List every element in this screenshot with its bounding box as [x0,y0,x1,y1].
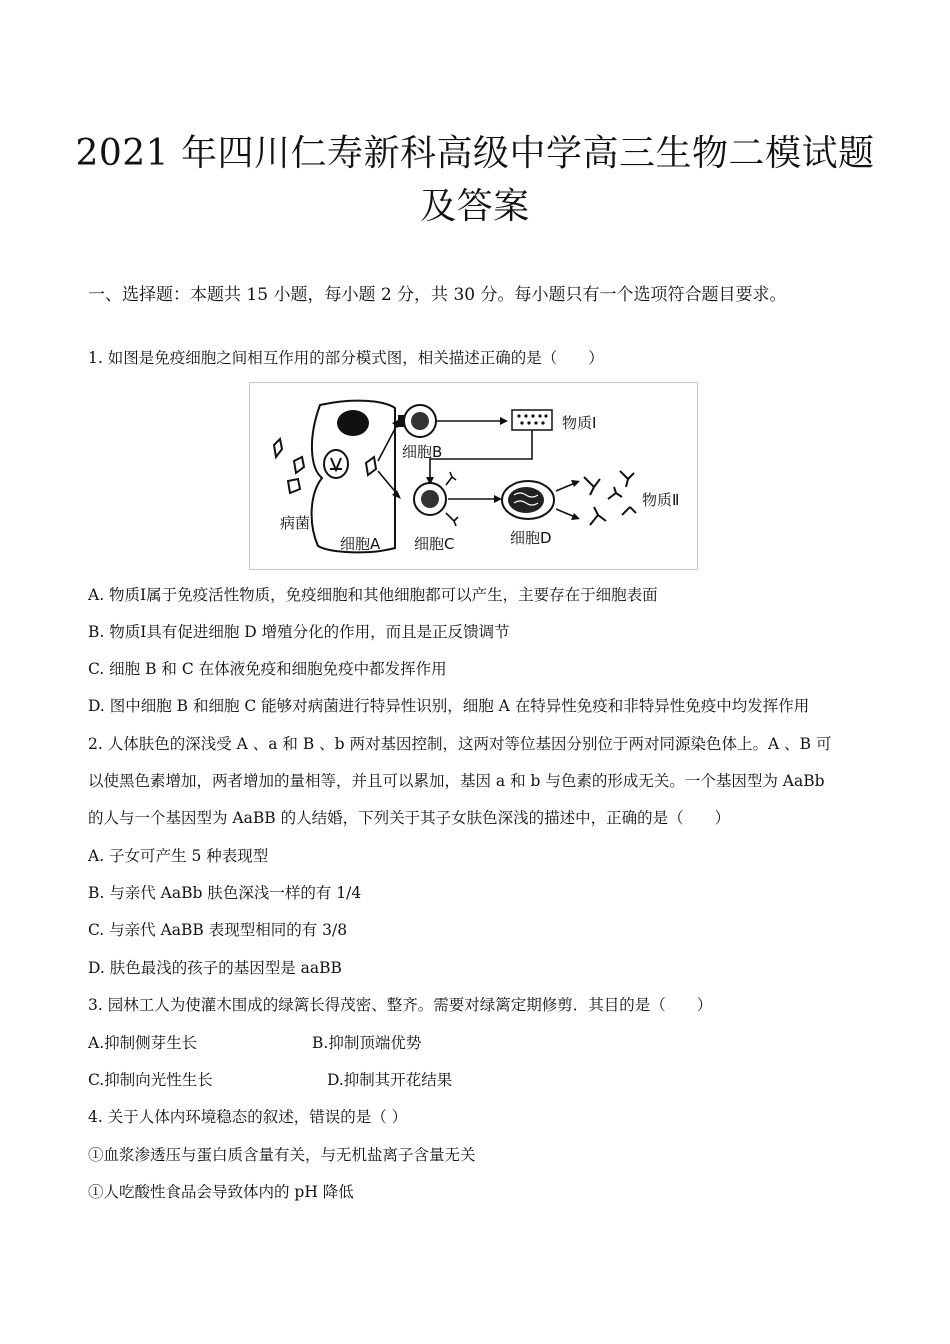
antibody-shapes [584,471,636,525]
q1-option-c: C. 细胞 B 和 C 在体液免疫和细胞免疫中都发挥作用 [88,660,447,678]
q1-option-d: D. 图中细胞 B 和细胞 C 能够对病菌进行特异性识别，细胞 A 在特异性免疫和非特异性免疫中均发挥作用 [88,697,810,715]
q1-stem: 1. 如图是免疫细胞之间相互作用的部分模式图，相关描述正确的是（ ） [88,349,604,367]
cell-c-nucleus [421,490,439,508]
arrowhead-b-s1 [500,417,508,425]
page-title: 2021 年四川仁寿新科高级中学高三生物二模试题 [75,133,875,174]
cell-a-vesicle [324,450,348,478]
cell-a-nucleus [337,410,369,436]
q3-option-c: C.抑制向光性生长 [88,1071,213,1089]
arrow-s1-to-c [430,430,532,479]
substance1-box [512,410,552,430]
q4-item-2: ①人吃酸性食品会导致体内的 pH 降低 [88,1183,354,1201]
arrowhead-a-c [392,490,401,499]
q4-stem: 4. 关于人体内环境稳态的叙述，错误的是（ ） [88,1108,408,1126]
substance2-label: 物质Ⅱ [642,491,680,509]
cell-c-label: 细胞C [414,535,455,553]
arrows-d-to-antibodies [556,483,575,517]
q2-stem-line3: 的人与一个基因型为 AaBB 的人结婚，下列关于其子女肤色深浅的描述中，正确的是（ ） [88,809,731,827]
cell-a-antigen [366,457,376,475]
cell-a-label: 细胞A [340,535,381,553]
cell-d-nucleus [508,487,544,513]
cell-b-receptor [398,415,404,427]
arrowhead-c-d [494,495,502,503]
immune-cell-diagram [249,382,698,570]
pathogen-label: 病菌 [280,514,311,532]
q2-option-d: D. 肤色最浅的孩子的基因型是 aaBB [88,959,342,977]
q1-option-a: A. 物质Ⅰ属于免疫活性物质，免疫细胞和其他细胞都可以产生，主要存在于细胞表面 [88,586,658,604]
substance1-label: 物质Ⅰ [562,414,597,432]
cell-b-nucleus [411,412,429,430]
page-title-line2: 及答案 [420,186,530,227]
cell-d-label: 细胞D [510,529,552,547]
cell-c-receptor [446,513,458,526]
cell-c-receptor-top [446,472,456,485]
q2-option-a: A. 子女可产生 5 种表现型 [88,847,269,865]
q3-stem: 3. 园林工人为使灌木围成的绿篱长得茂密、整齐。需要对绿篱定期修剪．其目的是（ ） [88,996,713,1014]
q3-option-a: A.抑制侧芽生长 [88,1034,198,1052]
immune-cell-diagram-svg [250,383,697,569]
q2-option-b: B. 与亲代 AaBb 肤色深浅一样的有 1/4 [88,884,362,902]
q2-option-c: C. 与亲代 AaBB 表现型相同的有 3/8 [88,921,348,939]
pathogen-shapes [274,439,304,493]
q4-item-1: ①血浆渗透压与蛋白质含量有关，与无机盐离子含量无关 [88,1146,476,1164]
section-heading: 一、选择题：本题共 15 小题，每小题 2 分，共 30 分。每小题只有一个选项符合题目要求。 [88,285,787,305]
q1-option-b: B. 物质Ⅰ具有促进细胞 D 增殖分化的作用，而且是正反馈调节 [88,623,510,641]
q2-stem-line1: 2. 人体肤色的深浅受 A 、a 和 B 、b 两对基因控制，这两对等位基因分别位于两对同源染色体上。A 、B 可 [88,735,832,753]
q3-option-b: B.抑制顶端优势 [312,1034,422,1052]
q2-stem-line2: 以使黑色素增加，两者增加的量相等，并且可以累加，基因 a 和 b 与色素的形成无关。一个基因型为 AaBb [88,772,825,790]
cell-b-label: 细胞B [402,443,443,461]
q3-option-d: D.抑制其开花结果 [327,1071,453,1089]
cell-a-vesicle-pathogen [330,458,342,470]
